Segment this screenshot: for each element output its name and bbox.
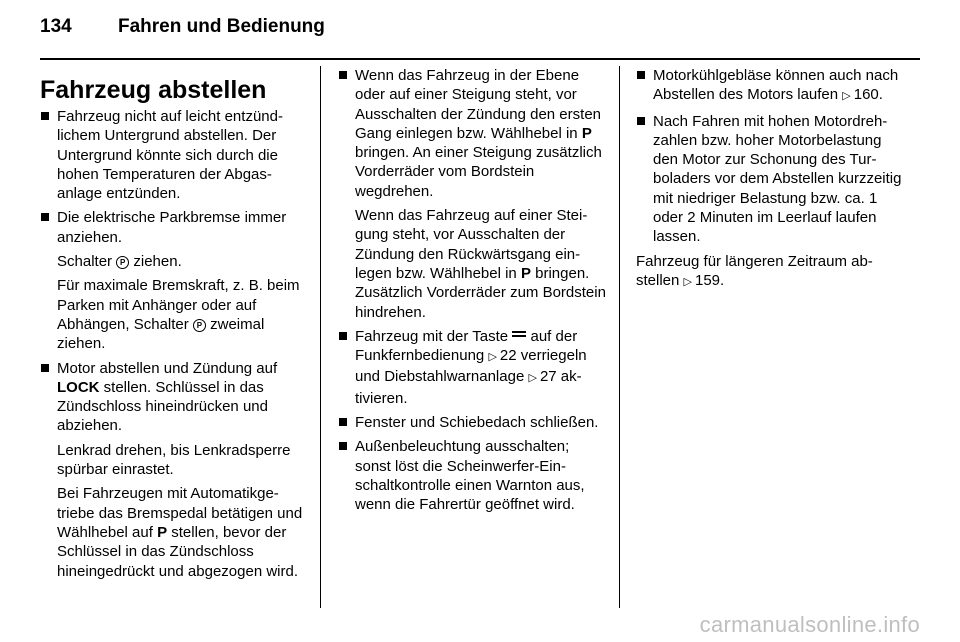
text: Motor abstellen und Zündung auf bbox=[57, 359, 278, 377]
list-item bbox=[40, 359, 306, 436]
text: Außenbeleuchtung ausschalten; sonst löst die Scheinwerfer-Einschaltkontrolle einen Warnton aus, wenn die Fahrertür geöffnet wird. bbox=[355, 438, 585, 514]
text: Für maximale Bremskraft, z. B. beim Parken mit Anhänger oder auf Abhängen, Schalter bbox=[57, 277, 300, 333]
list-item bbox=[636, 66, 906, 107]
section-title: Fahren und Bedienung bbox=[118, 16, 325, 37]
gear-p-label: P bbox=[520, 264, 531, 282]
text: Bei Fahrzeugen mit Automatikgetriebe das Bremspedal betätigen und Wählhebel auf bbox=[57, 485, 303, 541]
text: Fahrzeug mit der Taste bbox=[355, 327, 509, 345]
text: Schalter bbox=[57, 253, 113, 271]
text: Nach Fahren mit hohen Motordrehzahlen bzw. hoher Motorbelastung den Motor zur Schonung des Turboladers vor dem Abstellen kurzzeitig mit niedriger Belastung bzw. ca. 1 oder 2 Minuten im Leerlauf laufen lassen. bbox=[653, 112, 902, 246]
list-item-text: Fahrzeug nicht auf leicht entzündlichem Untergrund abstellen. Der Untergrund könnte sich durch die hohen Temperaturen der Abgasanlage entzünden. bbox=[57, 108, 283, 203]
text: verriegeln und Diebstahlwarnanlage bbox=[355, 347, 587, 386]
text: zweimal ziehen. bbox=[57, 315, 265, 353]
text: stellen, bevor der Schlüssel in das Zündschloss hineingedrückt und abgezogen wird. bbox=[57, 523, 299, 580]
list-item bbox=[338, 437, 606, 514]
page-ref-link[interactable]: ▷ 22 bbox=[488, 347, 516, 364]
gear-p-label: P bbox=[581, 124, 592, 142]
sub-paragraph bbox=[57, 441, 306, 480]
sub-paragraph bbox=[57, 252, 306, 271]
text: bringen. An einer Steigung zusätzlich Vorderräder vom Bordstein wegdrehen. bbox=[355, 144, 602, 200]
page-ref-link[interactable]: ▷ 160. bbox=[842, 86, 883, 103]
text: bringen. Zusätzlich Vorderräder zum Bordstein hindrehen. bbox=[355, 264, 606, 321]
park-brake-switch-icon: P bbox=[116, 256, 129, 269]
column-1 bbox=[40, 66, 306, 586]
column-2 bbox=[338, 66, 606, 520]
text: aktivieren. bbox=[355, 368, 582, 407]
page-number: 134 bbox=[40, 16, 72, 37]
column-divider-1 bbox=[320, 66, 321, 608]
text: Motorkühlgebläse können auch nach Abstellen des Motors laufen bbox=[653, 67, 899, 104]
sub-paragraph bbox=[57, 276, 306, 353]
gear-p-label: P bbox=[157, 523, 168, 541]
sub-paragraph bbox=[355, 206, 606, 322]
text: Wenn das Fahrzeug in der Ebene oder auf einer Steigung steht, vor Ausschalten der Zündung den ersten Gang einlegen bzw. Wählhebel in bbox=[355, 67, 601, 142]
list-item bbox=[338, 327, 606, 408]
list-item bbox=[636, 112, 906, 247]
text: Lenkrad drehen, bis Lenkradsperre spürbar einrastet. bbox=[57, 441, 291, 479]
text: Wenn das Fahrzeug auf einer Steigung steht, vor Ausschalten der Zündung den Rückwärtsgang einlegen bzw. Wählhebel in bbox=[355, 207, 588, 282]
sub-paragraph bbox=[57, 484, 306, 580]
park-brake-switch-icon: P bbox=[193, 319, 206, 332]
text: Fenster und Schiebedach schließen. bbox=[355, 414, 599, 432]
text: auf der Funkfernbedienung bbox=[355, 327, 578, 365]
column-3 bbox=[636, 66, 906, 297]
text: stellen. Schlüssel in das Zündschloss hineindrücken und abziehen. bbox=[57, 378, 268, 435]
page-ref-link[interactable]: ▷ 159. bbox=[684, 272, 725, 289]
paragraph bbox=[636, 252, 906, 293]
list-item bbox=[338, 66, 606, 201]
lock-button-icon bbox=[512, 329, 526, 339]
column-divider-2 bbox=[619, 66, 620, 608]
list-item bbox=[40, 208, 306, 247]
page-ref-link[interactable]: ▷ 27 bbox=[528, 368, 556, 385]
list-item bbox=[40, 107, 306, 203]
text: ziehen. bbox=[133, 253, 182, 271]
lock-position-label: LOCK bbox=[57, 378, 100, 396]
list-item bbox=[338, 413, 606, 432]
page-title: Fahrzeug abstellen bbox=[40, 76, 267, 104]
list-item-text: Die elektrische Parkbremse immer anziehen. bbox=[57, 209, 287, 246]
header-divider bbox=[40, 58, 920, 60]
text: Fahrzeug für längeren Zeitraum abstellen bbox=[636, 252, 873, 289]
page-header bbox=[40, 16, 325, 46]
watermark: carmanualsonline.info bbox=[699, 612, 920, 637]
